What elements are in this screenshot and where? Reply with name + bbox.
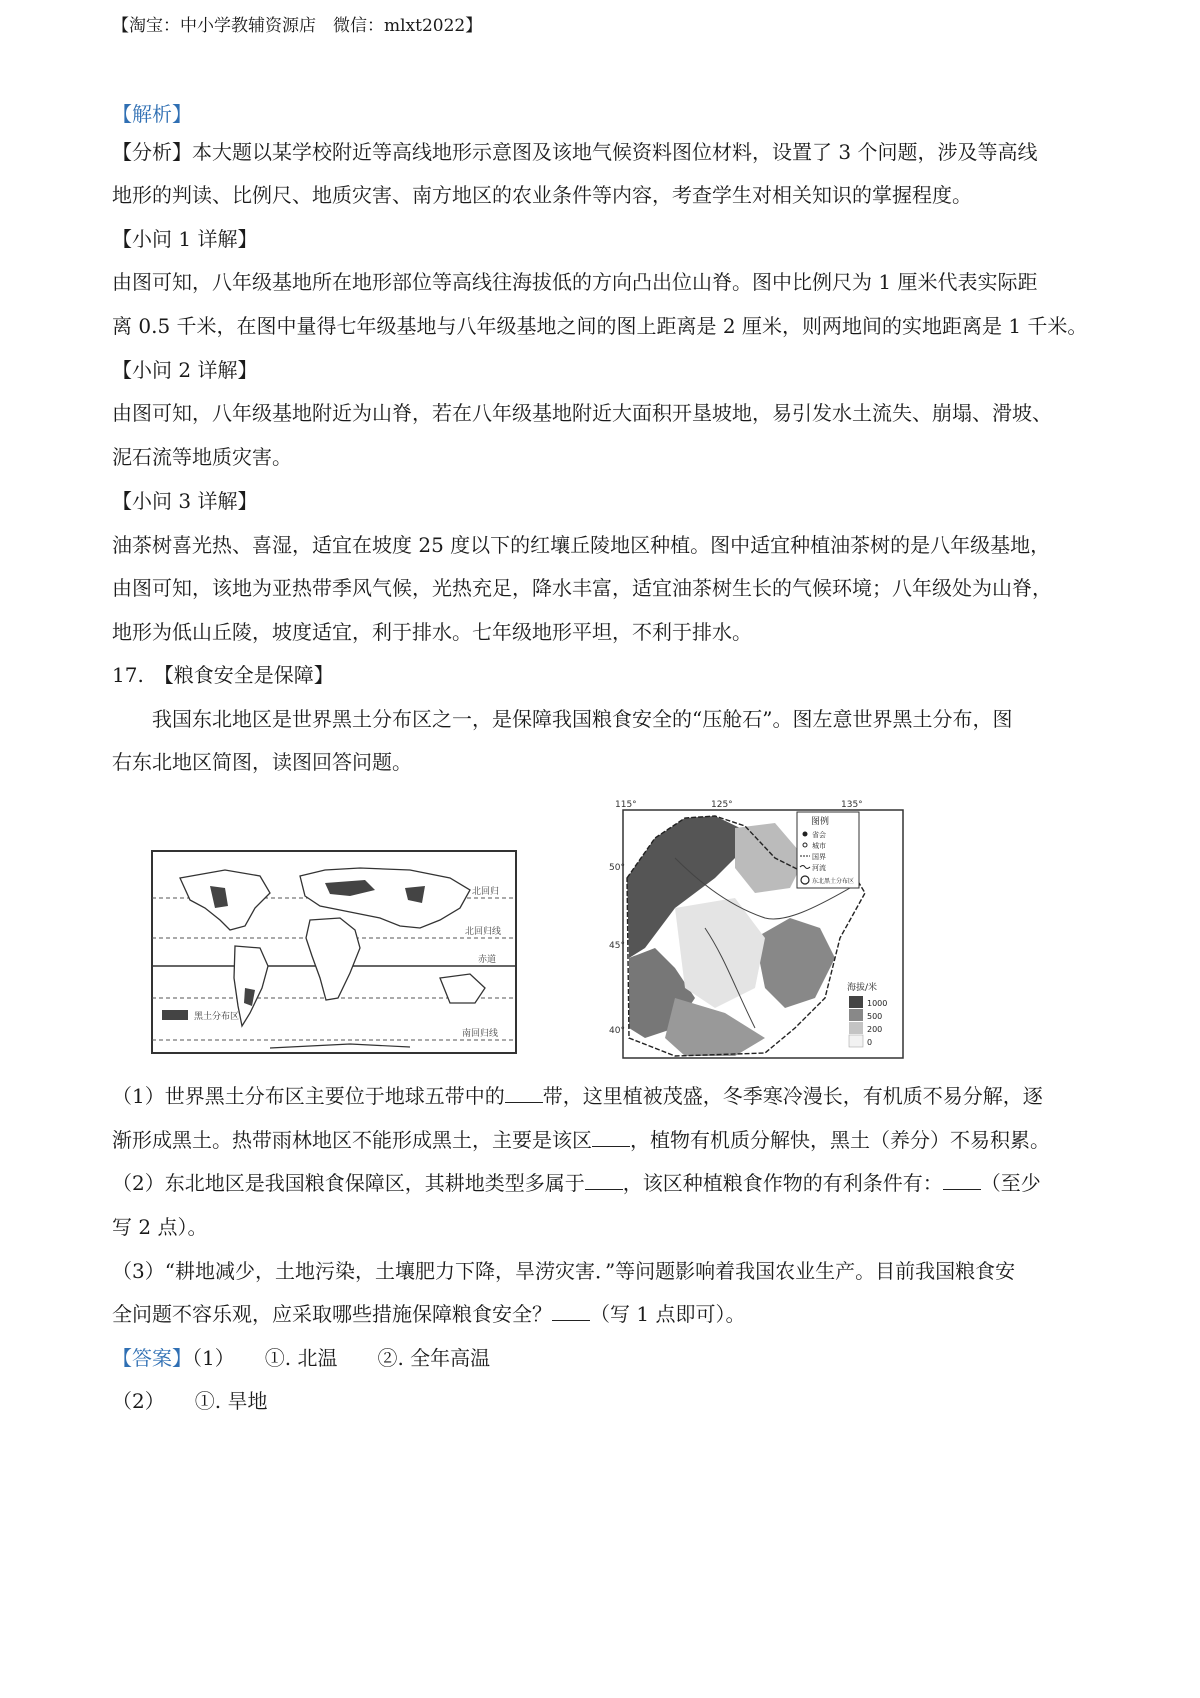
analysis-line-1: 【分析】本大题以某学校附近等高线地形示意图及该地气候资料图位材料，设置了 3 个问题，涉及等高线 bbox=[112, 140, 1038, 164]
ne-legend-item-3: 国界 bbox=[812, 853, 826, 861]
sub2-text-a: （2）东北地区是我国粮食保障区，其耕地类型多属于 bbox=[112, 1171, 585, 1195]
sub2-line-1 bbox=[112, 1169, 1041, 1197]
lon-label-125: 125° bbox=[711, 800, 733, 810]
q17-intro-2: 右东北地区简图，读图回答问题。 bbox=[112, 750, 412, 774]
sub3-line-1: （3）“耕地减少，土地污染，土壤肥力下降，旱涝灾害．”等问题影响着我国农业生产。目前我国粮食安 bbox=[112, 1259, 1016, 1283]
blank-5 bbox=[552, 1302, 590, 1321]
ne-legend-title: 图例 bbox=[811, 817, 830, 827]
lon-label-115: 115° bbox=[615, 800, 637, 810]
q3-line-3: 地形为低山丘陵，坡度适宜，利于排水。七年级地形平坦，不利于排水。 bbox=[112, 620, 752, 644]
answer-line-1 bbox=[112, 1344, 490, 1372]
ne-legend-item-4: 河流 bbox=[812, 864, 826, 872]
elev-level-2: 500 bbox=[867, 1012, 883, 1021]
q3-line-2: 由图可知，该地为亚热带季风气候，光热充足，降水丰富，适宜油茶树生长的气候环境；八年级处为山脊， bbox=[112, 576, 1052, 600]
q17-title: 17. 【粮食安全是保障】 bbox=[112, 663, 334, 687]
elev-level-1: 1000 bbox=[867, 999, 888, 1008]
sub3-text-b: 全问题不容乐观，应采取哪些措施保障粮食安全？ bbox=[112, 1302, 552, 1326]
lat-label-40: 40° bbox=[609, 1026, 625, 1036]
lon-label-135: 135° bbox=[841, 800, 863, 810]
lat-label-45: 45° bbox=[609, 941, 625, 951]
line-label-1: 北回归 bbox=[472, 887, 500, 897]
sub2-text-b: ，该区种植粮食作物的有利条件有： bbox=[622, 1171, 943, 1195]
answer-label: 【答案】 bbox=[112, 1346, 192, 1370]
blank-2 bbox=[592, 1128, 630, 1147]
legend-label: 黑土分布区 bbox=[194, 1012, 240, 1022]
analysis-line-2: 地形的判读、比例尺、地质灾害、南方地区的农业条件等内容，考查学生对相关知识的掌握程度。 bbox=[112, 183, 972, 207]
elev-level-3: 200 bbox=[867, 1025, 883, 1034]
line-label-4: 南回归线 bbox=[462, 1029, 499, 1039]
sub2-text-c: （至少 bbox=[980, 1171, 1041, 1195]
line-label-2: 北回归线 bbox=[465, 927, 502, 937]
ne-legend-item-2: 城市 bbox=[812, 842, 826, 850]
ne-legend-item-5: 东北黑土分布区 bbox=[812, 878, 855, 885]
world-blacksoil-map bbox=[150, 848, 520, 1058]
q1-line-1: 由图可知，八年级基地所在地形部位等高线往海拔低的方向凸出位山脊。图中比例尺为 1 厘米代表实际距 bbox=[112, 270, 1038, 294]
answer-line-2: （2） ①. 旱地 bbox=[112, 1389, 268, 1413]
blank-3 bbox=[585, 1171, 623, 1190]
q2-line-2: 泥石流等地质灾害。 bbox=[112, 445, 292, 469]
jiexi-title: 【解析】 bbox=[112, 102, 192, 126]
legend-swatch bbox=[162, 1010, 188, 1020]
sub2-line-2: 写 2 点）。 bbox=[112, 1215, 208, 1239]
elev-title: 海拔/米 bbox=[847, 983, 878, 993]
blank-4 bbox=[943, 1171, 981, 1190]
elev-level-4: 0 bbox=[867, 1038, 873, 1047]
answer-1: （1） ①. 北温 ②. 全年高温 bbox=[192, 1346, 491, 1370]
page-header: 【淘宝：中小学教辅资源店 微信：mlxt2022】 bbox=[112, 16, 483, 36]
blank-1 bbox=[505, 1084, 543, 1103]
q1-line-2: 离 0.5 千米，在图中量得七年级基地与八年级基地之间的图上距离是 2 厘米，则两地间的实地距离是 1 千米。 bbox=[112, 314, 1088, 338]
sub3-line-2 bbox=[112, 1300, 745, 1328]
q3-title: 【小问 3 详解】 bbox=[112, 489, 258, 513]
ne-legend-item-1: 省会 bbox=[812, 831, 826, 839]
line-label-3: 赤道 bbox=[478, 955, 497, 965]
q2-line-1: 由图可知，八年级基地附近为山脊，若在八年级基地附近大面积开垦坡地，易引发水土流失、崩塌、滑坡、 bbox=[112, 401, 1052, 425]
q3-line-1: 油茶树喜光热、喜湿，适宜在坡度 25 度以下的红壤丘陵地区种植。图中适宜种植油茶树的是八年级基地， bbox=[112, 533, 1051, 557]
q1-title: 【小问 1 详解】 bbox=[112, 227, 258, 251]
northeast-china-map bbox=[609, 798, 915, 1063]
sub1-text-c: 渐形成黑土。热带雨林地区不能形成黑土，主要是该区 bbox=[112, 1128, 592, 1152]
sub1-text-a: （1）世界黑土分布区主要位于地球五带中的 bbox=[112, 1084, 505, 1108]
sub1-line-2 bbox=[112, 1126, 1050, 1154]
q17-intro-1: 我国东北地区是世界黑土分布区之一，是保障我国粮食安全的“压舱石”。图左意世界黑土分布，图 bbox=[112, 707, 1013, 731]
sub1-text-b: 带，这里植被茂盛，冬季寒冷漫长，有机质不易分解，逐 bbox=[542, 1084, 1043, 1108]
q2-title: 【小问 2 详解】 bbox=[112, 358, 258, 382]
sub3-text-c: （写 1 点即可）。 bbox=[590, 1302, 746, 1326]
sub1-line-1 bbox=[112, 1082, 1043, 1110]
lat-label-50: 50° bbox=[609, 863, 625, 873]
sub1-text-d: ，植物有机质分解快，黑土（养分）不易积累。 bbox=[630, 1128, 1050, 1152]
